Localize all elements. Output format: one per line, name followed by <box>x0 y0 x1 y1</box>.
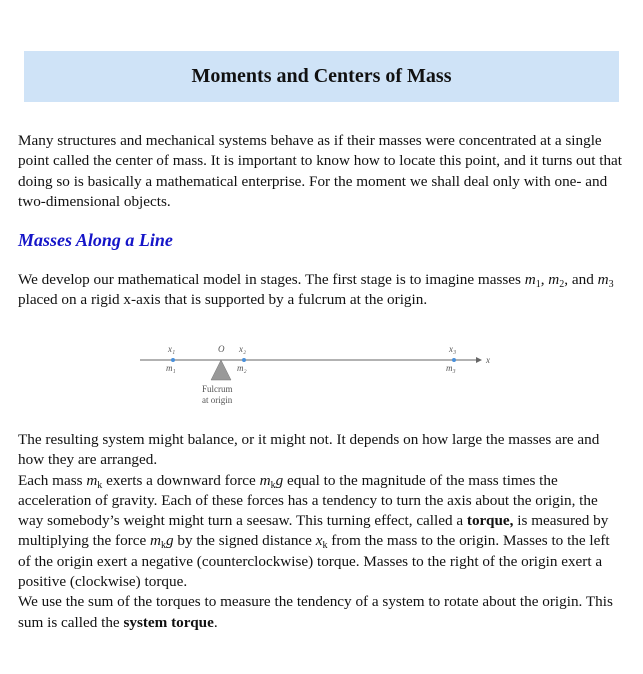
p3-s2f: from the mass to the origin. Masses to the left of the origin exert a negative (counterclockwise) torque. Masses to the right of the origin exert a positive (clockwise) torque. <box>18 532 610 591</box>
page-title: Moments and Centers of Mass <box>191 65 452 87</box>
system-torque-term: system torque <box>123 613 214 631</box>
title-band <box>24 51 619 102</box>
m1-label: m₁ <box>166 363 176 373</box>
fulcrum-triangle <box>211 360 231 380</box>
p2-text-a: We develop our mathematical model in stages. The first stage is to imagine masses <box>18 271 521 288</box>
mk-symbol: $m_k$ <box>86 471 103 491</box>
torque-term: torque, <box>466 512 514 530</box>
masses-paragraph <box>18 270 623 311</box>
section-heading: Masses Along a Line <box>18 230 173 250</box>
p3-s2e: by the signed distance <box>173 532 316 550</box>
p3-s2d: is measured by multiplying the force <box>18 512 609 550</box>
mkg-symbol: $m_kg$ <box>259 471 284 491</box>
mass-point-1 <box>171 358 175 362</box>
balance-sentence: The resulting system might balance, or it might not. It depends on how large the masses are and how they are arranged. <box>18 431 600 469</box>
p2-sep2: , and <box>564 271 598 288</box>
origin-label: O <box>218 344 225 354</box>
p2-text-b: placed on a rigid x-axis that is supported by a fulcrum at the origin. <box>18 291 428 309</box>
p3-s3b: . <box>213 613 218 631</box>
p3-s2a: Each mass <box>18 471 87 489</box>
xk-symbol: $x_k$ <box>315 532 328 552</box>
x1-label: x₁ <box>168 344 176 354</box>
p3-s2b: exerts a downward force <box>102 471 260 489</box>
p2-sep1: , <box>540 271 549 288</box>
p3-s2c: equal to the magnitude of the mass times the acceleration of gravity. Each of these forces has a tendency to turn the axis about the origin, the way somebody’s weight might turn a seesaw. This turning effect, called a <box>18 471 598 530</box>
fulcrum-label-line2: at origin <box>202 395 233 405</box>
x3-label: x₃ <box>449 344 457 354</box>
m2-label: m₂ <box>237 363 247 373</box>
axis-label: x <box>486 355 490 365</box>
mass-point-2 <box>242 358 246 362</box>
x2-label: x₂ <box>239 344 247 354</box>
mass-point-3 <box>452 358 456 362</box>
fulcrum-diagram <box>140 340 500 408</box>
m3-label: m₃ <box>446 363 456 373</box>
intro-paragraph: Many structures and mechanical systems behave as if their masses were concentrated at a single point called the center of mass. It is important to know how to locate this point, and it turns out that doing so is basically a mathematical enterprise. For the moment we shall deal only with one- and two-dimensional objects. <box>18 132 623 210</box>
m2-symbol: $m_2$ <box>548 271 565 290</box>
mkg-symbol-2: $m_kg$ <box>150 532 174 552</box>
torque-paragraph <box>18 430 623 633</box>
m3-symbol: $m_3$ <box>597 271 614 290</box>
p3-s3a: We use the sum of the torques to measure the tendency of a system to rotate about the origin. This sum is called the <box>18 593 613 631</box>
m1-symbol: $m_1$ <box>524 271 541 290</box>
fulcrum-label-line1: Fulcrum <box>202 384 233 394</box>
x-axis-arrowhead <box>476 357 482 363</box>
